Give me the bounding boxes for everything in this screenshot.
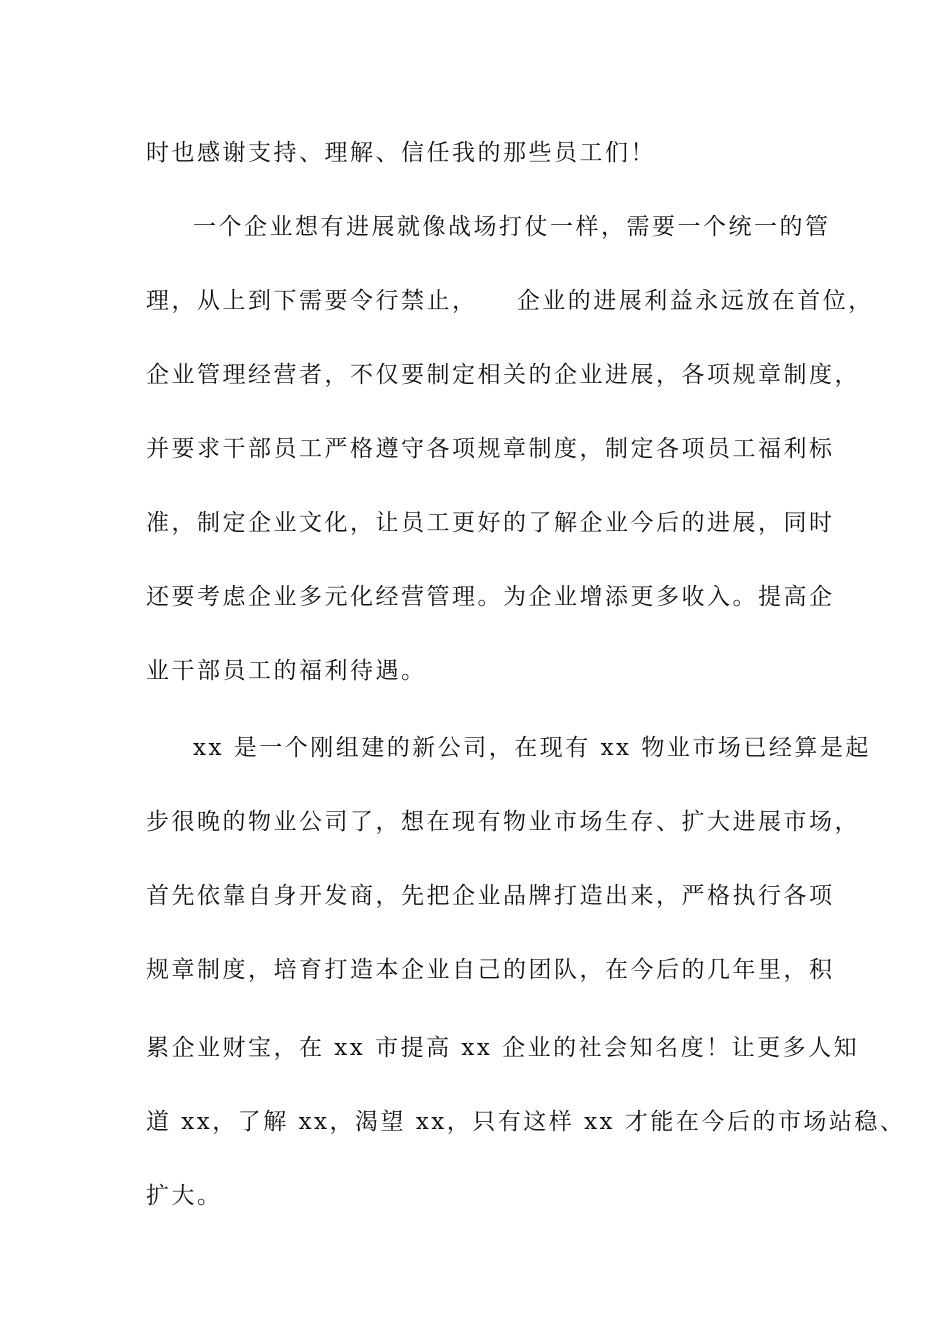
text-line: 步很晚的物业公司了，想在现有物业市场生存、扩大进展市场，	[146, 809, 860, 835]
text-line: 道 xx，了解 xx，渴望 xx，只有这样 xx 才能在今后的市场站稳、	[146, 1109, 906, 1135]
paragraph-start-line: xx 是一个刚组建的新公司，在现有 xx 物业市场已经算是起	[193, 735, 871, 761]
text-line: 规章制度，培育打造本企业自己的团队，在今后的几年里，积	[146, 957, 835, 983]
text-line: 时也感谢支持、理解、信任我的那些员工们！	[146, 140, 656, 166]
text-line: 企业管理经营者，不仅要制定相关的企业进展，各项规章制度，	[146, 362, 860, 388]
text-line: 首先依靠自身开发商，先把企业品牌打造出来，严格执行各项	[146, 883, 835, 909]
text-line: 累企业财宝，在 xx 市提高 xx 企业的社会知名度！让更多人知	[146, 1035, 860, 1061]
text-line: 并要求干部员工严格遵守各项规章制度，制定各项员工福利标	[146, 436, 835, 462]
text-line: 业干部员工的福利待遇。	[146, 658, 427, 684]
paragraph-start-line: 一个企业想有进展就像战场打仗一样，需要一个统一的管	[193, 214, 831, 240]
text-line: 扩大。	[146, 1183, 223, 1209]
text-line: 还要考虑企业多元化经营管理。为企业增添更多收入。提高企	[146, 584, 835, 610]
text-line: 理，从上到下需要令行禁止， 企业的进展利益永远放在首位，	[146, 288, 874, 314]
text-line: 准，制定企业文化，让员工更好的了解企业今后的进展，同时	[146, 510, 835, 536]
